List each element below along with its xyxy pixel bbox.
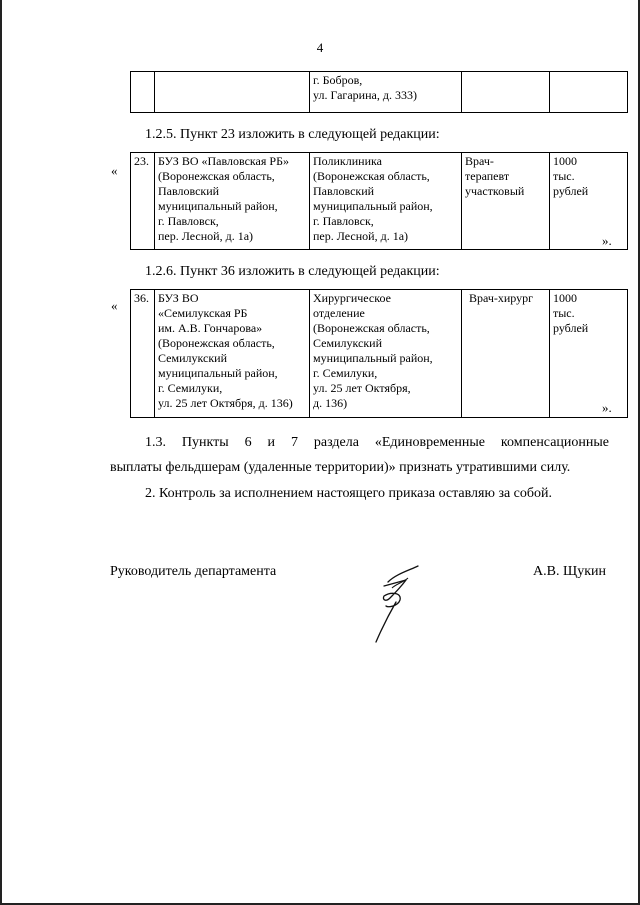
paragraph-1-3-line2: выплаты фельдшерам (удаленные территории)» признать утратившими силу. <box>110 460 571 475</box>
org-line: г. Павловск, <box>158 214 219 228</box>
paragraph-2: 2. Контроль за исполнением настоящего приказа оставляю за собой. <box>145 486 553 501</box>
org-line: Семилукский <box>158 351 228 365</box>
org-cell <box>155 153 310 250</box>
dept-cell <box>310 290 462 418</box>
dept-line: Поликлиника <box>313 154 382 168</box>
position-line: терапевт <box>465 169 510 183</box>
heading-1-2-6: 1.2.6. Пункт 36 изложить в следующей редакции: <box>145 264 440 279</box>
top-table <box>130 71 628 113</box>
amount-line: рублей <box>553 321 589 335</box>
table-cell-amount <box>550 72 628 113</box>
handwritten-signature <box>366 562 426 644</box>
position-line: участковый <box>465 184 525 198</box>
address-line: ул. Гагарина, д. 333) <box>313 88 417 102</box>
close-quote: ». <box>602 400 612 415</box>
dept-line: Павловский <box>313 184 375 198</box>
amount-line: рублей <box>553 184 589 198</box>
open-quote: « <box>111 163 118 178</box>
org-line: муниципальный район, <box>158 199 278 213</box>
item-number: 23. <box>131 153 155 250</box>
amount-line: 1000 <box>553 291 577 305</box>
table-row <box>131 290 628 418</box>
org-line: ул. 25 лет Октября, д. 136) <box>158 396 293 410</box>
dept-line: Семилукский <box>313 336 383 350</box>
close-quote: ». <box>602 233 612 248</box>
heading-1-2-5: 1.2.5. Пункт 23 изложить в следующей редакции: <box>145 127 440 142</box>
org-line: (Воронежская область, <box>158 336 275 350</box>
dept-line: г. Семилуки, <box>313 366 378 380</box>
amount-cell <box>550 290 628 418</box>
org-line: «Семилукская РБ <box>158 306 248 320</box>
dept-line: муниципальный район, <box>313 199 433 213</box>
dept-line: (Воронежская область, <box>313 169 430 183</box>
org-cell <box>155 290 310 418</box>
dept-line: (Воронежская область, <box>313 321 430 335</box>
org-line: муниципальный район, <box>158 366 278 380</box>
org-line: Павловский <box>158 184 220 198</box>
dept-line: отделение <box>313 306 365 320</box>
position-cell <box>462 290 550 418</box>
address-line: г. Бобров, <box>313 73 363 87</box>
org-line: им. А.В. Гончарова» <box>158 321 263 335</box>
table-cell-address <box>310 72 462 113</box>
table-item-36 <box>130 289 628 418</box>
table-item-23 <box>130 152 628 250</box>
table-cell-org <box>155 72 310 113</box>
amount-line: 1000 <box>553 154 577 168</box>
table-cell-position <box>462 72 550 113</box>
page-number: 4 <box>316 40 324 55</box>
position-line: Врач- <box>465 154 494 168</box>
amount-cell <box>550 153 628 250</box>
open-quote: « <box>111 298 118 313</box>
table-row <box>131 153 628 250</box>
signer-name: А.В. Щукин <box>533 564 607 579</box>
org-line: (Воронежская область, <box>158 169 275 183</box>
org-line: БУЗ ВО <box>158 291 199 305</box>
dept-cell <box>310 153 462 250</box>
dept-line: Хирургическое <box>313 291 391 305</box>
amount-line: тыс. <box>553 169 575 183</box>
dept-line: пер. Лесной, д. 1а) <box>313 229 409 243</box>
paragraph-1-3-line1: 1.3. Пункты 6 и 7 раздела «Единовременные компенсационные <box>145 435 609 450</box>
table-cell-num <box>131 72 155 113</box>
signer-title: Руководитель департамента <box>110 564 277 579</box>
dept-line: ул. 25 лет Октября, <box>313 381 411 395</box>
dept-line: г. Павловск, <box>313 214 374 228</box>
item-number: 36. <box>131 290 155 418</box>
page-edge-left <box>0 0 2 905</box>
position-line: Врач-хирург <box>469 291 534 305</box>
table-row <box>131 72 628 113</box>
org-line: г. Семилуки, <box>158 381 223 395</box>
amount-line: тыс. <box>553 306 575 320</box>
org-line: пер. Лесной, д. 1а) <box>158 229 254 243</box>
position-cell <box>462 153 550 250</box>
dept-line: д. 136) <box>313 396 348 410</box>
org-line: БУЗ ВО «Павловская РБ» <box>158 154 289 168</box>
dept-line: муниципальный район, <box>313 351 433 365</box>
